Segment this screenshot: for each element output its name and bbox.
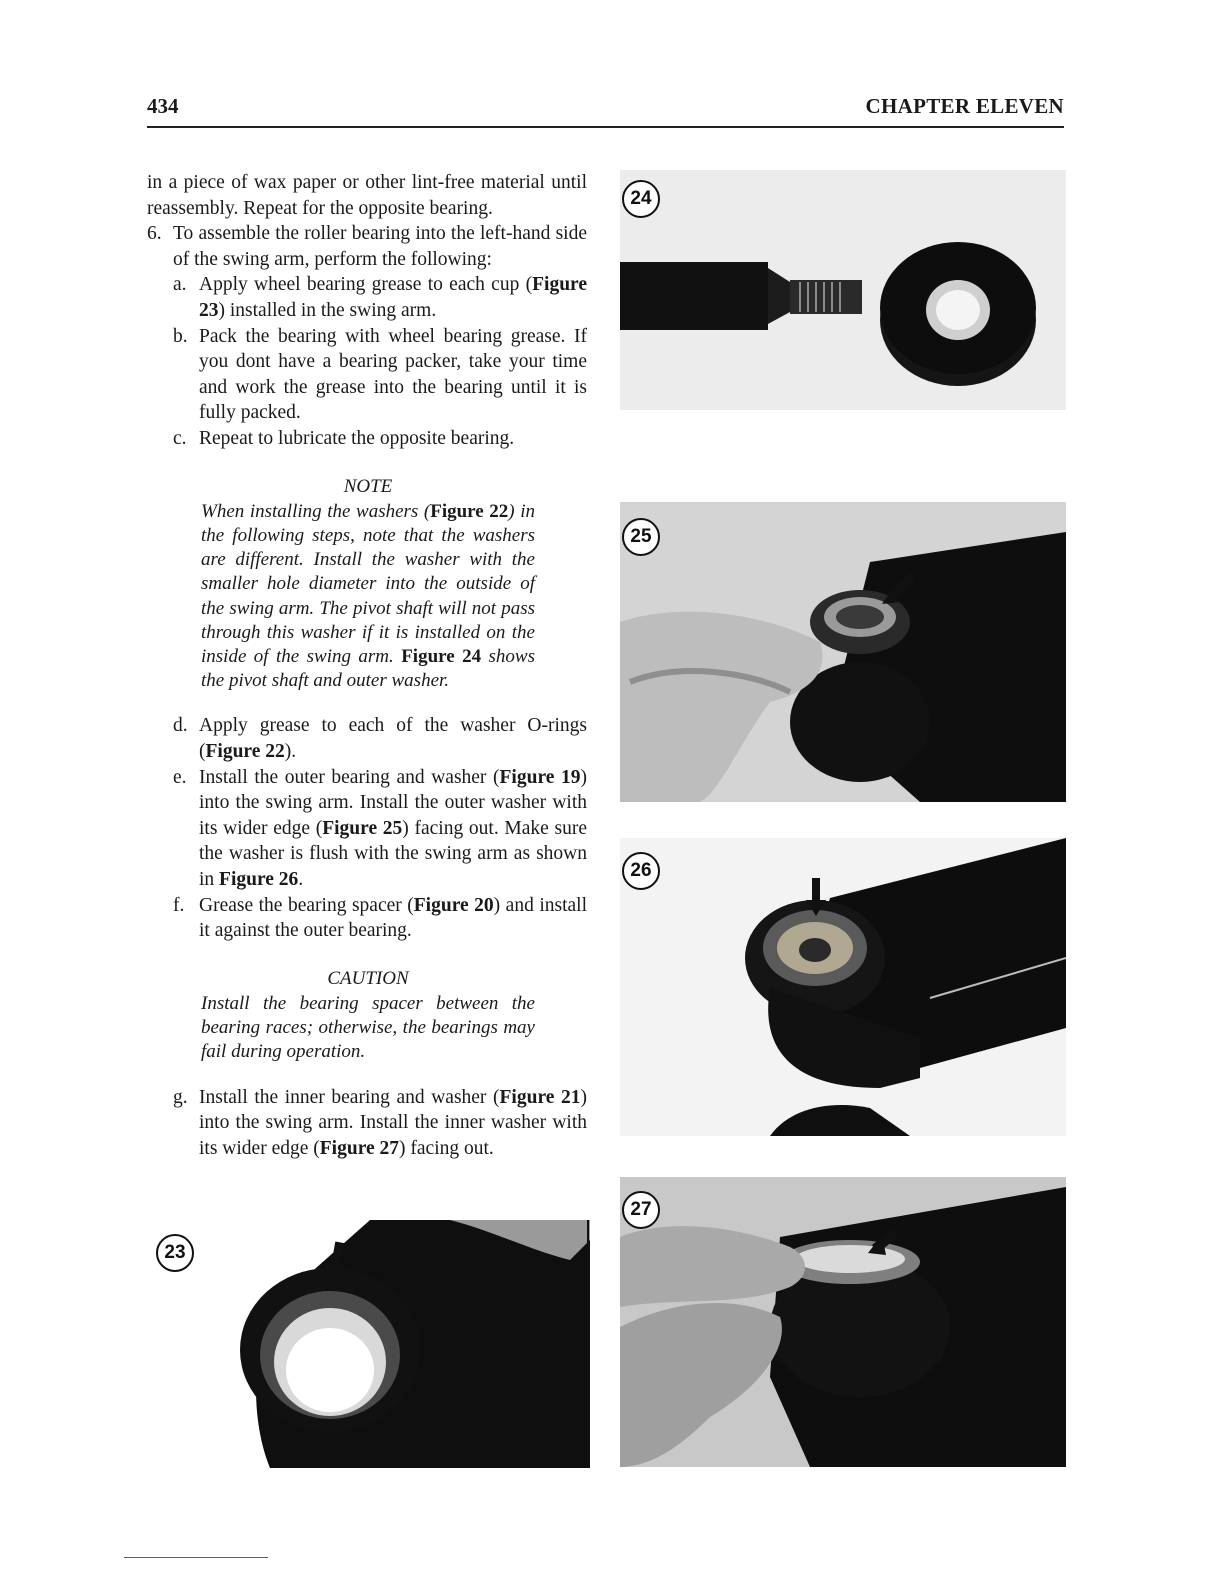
substep-g-marker: g. [173,1086,188,1108]
substep-c-marker: c. [173,427,187,449]
substep-f-marker: f. [173,894,185,916]
step-6-text: To assemble the roller bearing into the left-hand side of the swing arm, perform the following: [173,223,587,270]
substeps-defg [147,713,587,943]
substep-f-text-1: Grease the bearing spacer ( [199,894,414,916]
substep-d [173,713,587,764]
figure-24-photo [620,170,1066,410]
substep-c-text: Repeat to lubricate the opposite bearing. [199,427,515,449]
step-6-number: 6. [147,223,162,245]
figure-25-badge: 25 [622,518,660,556]
substep-e-text-1: Install the outer bearing and washer ( [199,766,500,788]
page-header [147,94,1064,128]
figure-ref-22: Figure 22 [205,740,285,762]
substep-g-wrap [147,1085,587,1162]
substep-a [173,272,587,323]
substep-g-text [199,1085,587,1162]
substeps-abc [147,272,587,451]
caution-title: CAUTION [327,967,409,989]
figure-ref-21: Figure 21 [499,1086,581,1108]
figure-25-photo [620,502,1066,802]
figure-ref-19: Figure 19 [499,766,581,788]
step-6 [147,221,587,272]
substep-a-text-1: Apply wheel bearing grease to each cup ( [199,274,533,296]
substep-e-text-3: ) facing out. Make sure the washer is flush with the swing arm as shown in [199,817,587,890]
substep-e-text [199,765,587,893]
swing-arm-flush-washer-26-image [620,838,1066,1136]
substep-f [173,893,587,944]
substep-d-text-2: ). [284,740,297,762]
substep-d-text-1: Apply grease to each of the washer O-rings ( [199,715,587,762]
swing-arm-inner-washer-27-image [620,1177,1066,1467]
figure-ref-27: Figure 27 [319,1137,400,1159]
substep-a-marker: a. [173,274,187,296]
caution-text: Install the bearing spacer between the bearing races; otherwise, the bearings may fail during operation. [201,992,535,1063]
substep-d-marker: d. [173,715,188,737]
note-figure-ref-22: Figure 22 [430,500,509,522]
substep-b [173,324,587,426]
figure-ref-23: Figure 23 [199,274,587,321]
substep-f-text-2: ) and install it against the outer bearing. [199,894,588,942]
text-column [147,170,587,1161]
figure-23-photo [150,1220,590,1468]
note-box [201,475,535,694]
substep-g [173,1085,587,1162]
note-figure-ref-24: Figure 24 [401,645,482,667]
substep-e [173,765,587,893]
substep-e-marker: e. [173,766,187,788]
figure-23-badge: 23 [156,1234,194,1272]
footer-rule [124,1557,268,1558]
substep-e-text-4: . [298,868,304,890]
figure-26-badge: 26 [622,852,660,890]
substep-g-text-3: ) facing out. [399,1137,494,1159]
note-title: NOTE [343,475,393,497]
chapter-title: CHAPTER ELEVEN [865,94,1064,118]
caution-box [201,967,535,1065]
swing-arm-washer-25-image [620,502,1066,802]
figure-27-photo [620,1177,1066,1467]
pivot-shaft-washer-image [620,170,1066,410]
note-text [201,500,535,694]
substep-g-text-2: ) into the swing arm. Install the inner washer with its wider edge ( [199,1086,587,1159]
figure-26-photo [620,838,1066,1136]
substep-g-text-1: Install the inner bearing and washer ( [199,1086,500,1108]
page-number: 434 [147,94,179,118]
substep-a-text [199,272,587,323]
note-text-1: When installing the washers ( [201,500,431,522]
substep-c [173,426,587,452]
swing-arm-cup-23-image [150,1220,590,1468]
figure-ref-26: Figure 26 [219,868,299,890]
figure-ref-25: Figure 25 [322,817,403,839]
figure-ref-20: Figure 20 [413,894,494,916]
substep-a-text-2: ) installed in the swing arm. [218,299,437,321]
note-text-2: ) in the following steps, note that the washers are different. Install the washer with the smaller hole diameter into the outside of the swing arm. The pivot shaft will not pass through this washer if it is installed on the inside of the swing arm. [201,500,535,667]
substep-b-text: Pack the bearing with wheel bearing grease. If you dont have a bearing packer, take your time and work the grease into the bearing until it is fully packed. [199,325,587,424]
intro-paragraph: in a piece of wax paper or other lint-free material until reassembly. Repeat for the opposite bearing. [147,172,587,219]
note-text-3: shows the pivot shaft and outer washer. [201,645,535,692]
substep-e-text-2: ) into the swing arm. Install the outer washer with its wider edge ( [199,766,587,839]
substep-b-marker: b. [173,325,188,347]
substep-d-text [199,713,587,764]
substep-f-text [199,893,587,944]
figure-27-badge: 27 [622,1191,660,1229]
figure-24-badge: 24 [622,180,660,218]
